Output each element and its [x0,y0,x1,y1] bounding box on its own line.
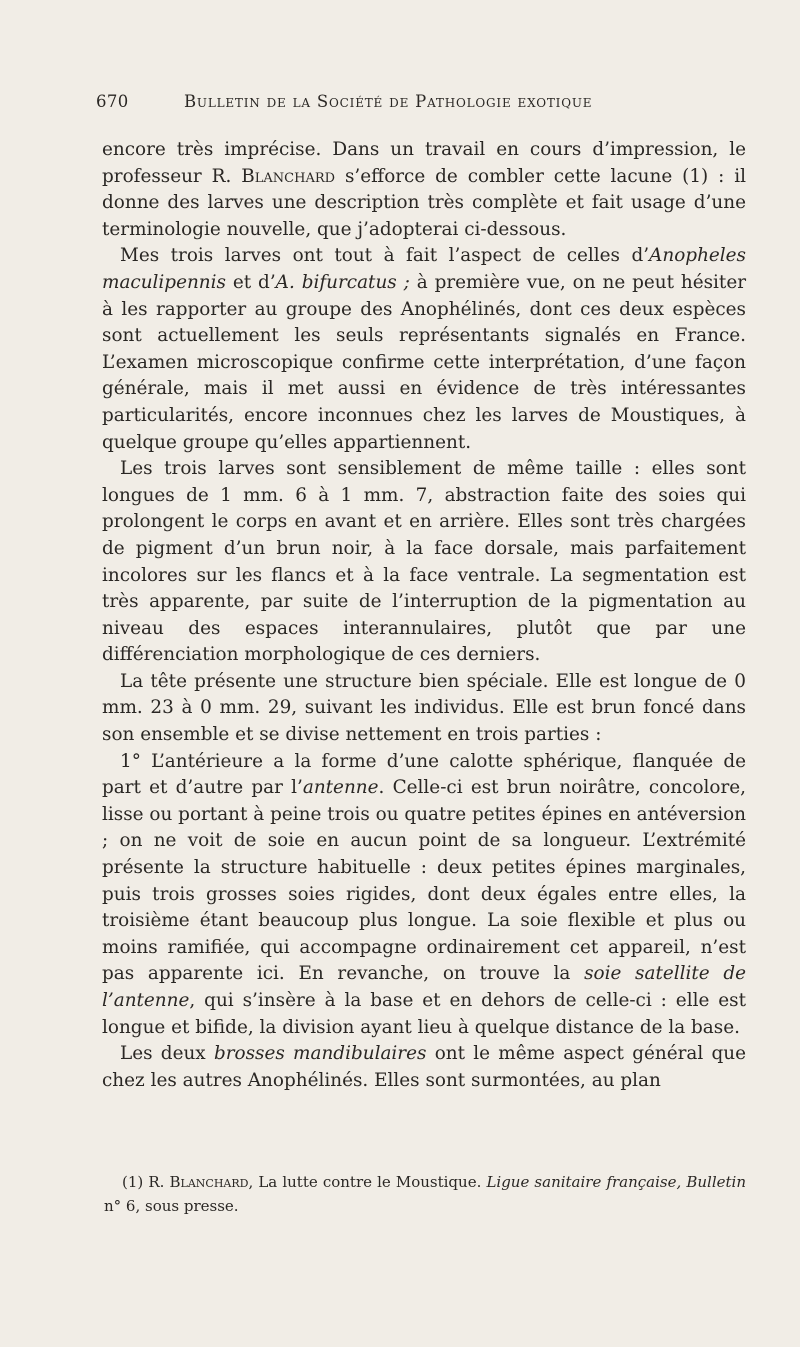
text-segment: Les trois larves sont sensiblement de même taille : elles sont longues de 1 mm. 6 à 1 mm. 7, abstraction faite des soies qui prolongent le corps en avant et en arrière. Elles sont très chargées de pigment d’un brun noir, à la face dorsale, mais parfaitement incolores sur les flancs et à la face ventrale. La segmentation est très apparente, par suite de l’interruption de la pigmentation au niveau des espaces interannulaires, plutôt que par une différenciation morphologique de ces derniers. [102,458,746,666]
author-name: Blanchard [241,165,336,187]
footnote [104,1170,746,1218]
text-segment: , qui s’insère à la base et en dehors de celle-ci : elle est longue et bifide, la division ayant lieu à quelque distance de la base. [102,990,746,1038]
term-italic: soie satellite de l’antenne [102,963,746,1011]
paragraph-2 [102,243,746,456]
species-name: A. bifurcatus ; [275,271,410,293]
text-segment: (1) R. [122,1173,170,1191]
paragraph-5 [102,749,746,1042]
text-segment: Les deux [120,1043,214,1065]
author-name: Blanchard [169,1173,249,1191]
paragraph-1 [102,137,746,243]
running-title: Bulletin de la Société de Pathologie exotique [184,92,593,111]
species-name: Anopheles maculipennis [102,245,746,293]
paragraph-6 [102,1041,746,1094]
publication-title: Ligue sanitaire française, Bulletin [486,1173,746,1191]
text-segment: encore très imprécise. Dans un travail en cours d’impression, le professeur R. [102,139,746,187]
text-segment: 1° L’antérieure a la forme d’une calotte sphérique, flanquée de part et d’autre par l’ [102,750,746,799]
footnote-text [104,1170,746,1218]
text-segment: et d’ [225,271,276,293]
text-segment: Mes trois larves ont tout à fait l’aspect de celles d’ [120,245,650,267]
text-segment: à première vue, on ne peut hésiter à les rapporter au groupe des Anophélinés, dont ces deux espèces sont actuellement les seuls représentants signalés en France. L’examen microscopique confirme cette interprétation, d’une façon générale, mais il met aussi en évidence de très intéressantes particularités, encore inconnues chez les larves de Moustiques, à quelque groupe qu’elles appartiennent. [102,271,746,453]
paragraph-3 [102,456,746,669]
term-italic: antenne [302,777,379,799]
text-segment: . Celle-ci est brun noirâtre, concolore, lisse ou portant à peine trois ou quatre petites épines en antéversion ; on ne voit de soie en aucun point de sa longueur. L’extrémité présente la structure habituelle : deux petites épines marginales, puis trois grosses soies rigides, dont deux égales entre elles, la troisième étant beaucoup plus longue. La soie flexible et plus ou moins ramifiée, qui accompagne ordinairement cet appareil, n’est pas apparente ici. En revanche, on trouve la [102,777,746,985]
paragraph-4 [102,669,746,749]
text-segment: n° 6, sous presse. [104,1197,239,1215]
body-text [102,137,746,1094]
text-segment: s’efforce de combler cette lacune (1) : il donne des larves une description très complète et fait usage d’une terminologie nouvelle, que j’adopterai ci-dessous. [102,165,747,240]
term-italic: brosses mandibulaires [213,1043,427,1065]
text-segment: , La lutte contre le Moustique. [248,1173,487,1191]
page-number: 670 [96,92,129,111]
text-segment: La tête présente une structure bien spéciale. Elle est longue de 0 mm. 23 à 0 mm. 29, suivant les individus. Elle est brun foncé dans son ensemble et se divise nettement en trois parties : [102,670,746,746]
text-segment: ont le même aspect général que chez les autres Anophélinés. Elles sont surmontées, au plan [102,1043,747,1091]
